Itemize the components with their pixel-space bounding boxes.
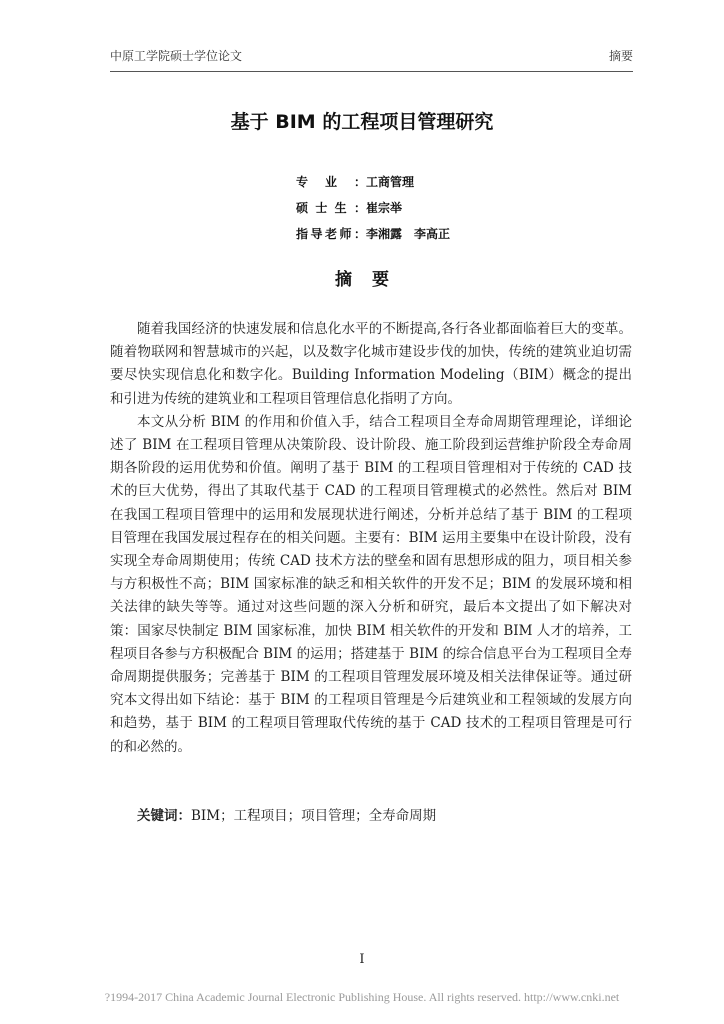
advisor-value: 李湘露 李高正 [366,227,451,241]
keywords-label: 关键词： [137,808,191,824]
advisor-label: 指导老师： [296,227,366,241]
abstract-heading: 摘要 [335,270,409,290]
header-divider [110,71,633,72]
cnki-copyright-footer: ?1994-2017 China Academic Journal Electronic Publishing House. All rights reserved. http://www.cnki.net [104,990,620,1004]
abstract-paragraph: 随着我国经济的快速发展和信息化水平的不断提高,各行各业都面临着巨大的变革。随着物联网和智慧城市的兴起，以及数字化城市建设步伐的加快，传统的建筑业迫切需要尽快实现信息化和数字化。Building Information Modeling（BIM）概念的提出和引进为传统的建筑业和工程项目管理信息化指明了方向。 [110,321,632,407]
student-label: 硕士生： [296,201,366,215]
abstract-paragraph: 本文从分析 BIM 的作用和价值入手，结合工程项目全寿命周期管理理论，详细论述了 BIM 在工程项目管理从决策阶段、设计阶段、施工阶段到运营维护阶段全寿命周期各阶段的运用优势和价值。阐明了基于 BIM 的工程项目管理相对于传统的 CAD 技术的巨大优势，得出了其取代基于 CAD 的工程项目管理模式的必然性。然后对 BIM 在我国工程项目管理中的运用和发展现状进行阐述，分析并总结了基于 BIM 的工程项目管理在我国发展过程存在的相关问题。主要有：BIM 运用主要集中在设计阶段，没有实现全寿命周期使用；传统 CAD 技术方法的壁垒和固有思想形成的阻力，项目相关参与方积极性不高；BIM 国家标准的缺乏和相关软件的开发不足；BIM 的发展环境和相关法律的缺失等等。通过对这些问题的深入分析和研究，最后本文提出了如下解决对策：国家尽快制定 BIM 国家标准，加快 BIM 相关软件的开发和 BIM 人才的培养，工程项目各参与方积极配合 BIM 的运用；搭建基于 BIM 的综合信息平台为工程项目全寿命周期提供服务；完善基于 BIM 的工程项目管理发展环境及相关法律保证等。通过研究本文得出如下结论：基于 BIM 的工程项目管理是今后建筑业和工程领域的发展方向和趋势，基于 BIM 的工程项目管理取代传统的基于 CAD 技术的工程项目管理是可行的和必然的。 [110,413,632,755]
running-header [110,47,633,65]
major-row [296,174,450,200]
advisor-row [296,226,450,252]
keywords [137,806,436,826]
running-header-section: 摘要 [608,49,633,63]
author-info [296,174,450,252]
running-header-thesis-name: 中原工学院硕士学位论文 [110,49,243,63]
student-value: 崔宗举 [366,201,403,215]
major-label: 专业： [296,175,366,189]
student-row [296,200,450,226]
keywords-value: BIM；工程项目；项目管理；全寿命周期 [191,808,437,824]
major-value: 工商管理 [366,175,415,189]
thesis-title: 基于 BIM 的工程项目管理研究 [230,111,494,133]
abstract-body [110,318,632,759]
page-number: I [359,952,365,967]
